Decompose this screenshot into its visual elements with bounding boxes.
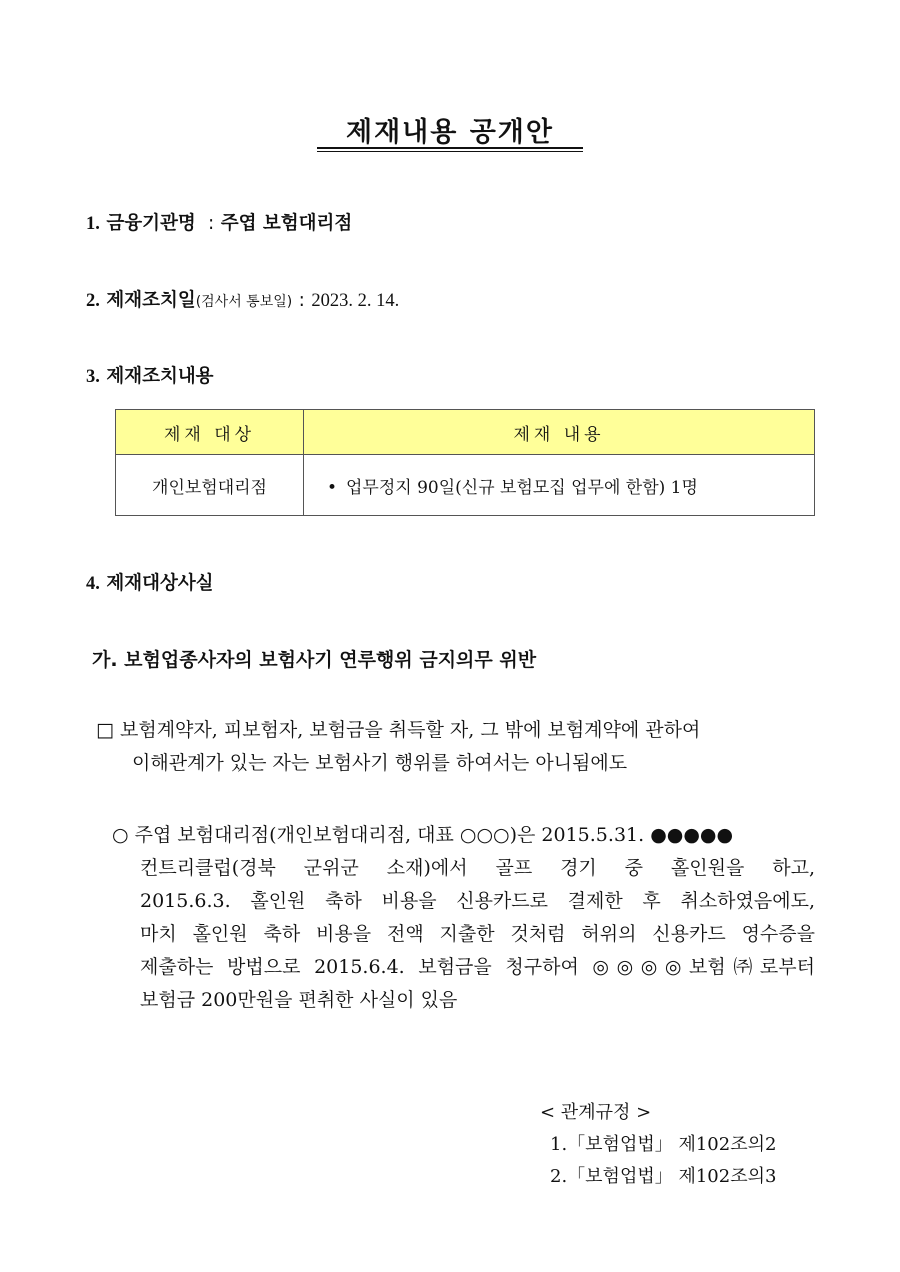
box-item-text-1: 보험계약자, 피보험자, 보험금을 취득할 자, 그 밖에 보험계약에 관하여 — [120, 719, 701, 741]
section-4 — [86, 569, 214, 595]
rule-item: 1.「보험업법」 제102조의2 — [550, 1134, 777, 1155]
section-2-note: (검사서 통보일) — [195, 294, 293, 310]
circle-item-line-1 — [112, 819, 815, 852]
circle-bullet-icon: ○ — [112, 824, 129, 846]
subsection-heading: 가. 보험업종사자의 보험사기 연루행위 금지의무 위반 — [92, 649, 537, 671]
circle-item-line-2: 컨트리클럽(경북 군위군 소재)에서 골프 경기 중 홀인원을 하고, — [140, 857, 815, 879]
section-4-number: 4. — [86, 574, 100, 594]
section-2-number: 2. — [86, 291, 100, 311]
institution-name: 주엽 보험대리점 — [220, 213, 353, 234]
section-3 — [86, 362, 214, 388]
table-header-row — [116, 410, 815, 455]
related-regulations — [540, 1097, 776, 1193]
sanction-detail: 업무정지 90일(신규 보험모집 업무에 한함) 1명 — [346, 477, 698, 498]
checkbox-square-icon: □ — [96, 719, 114, 741]
circle-item — [112, 819, 815, 1017]
box-item-line-1 — [96, 714, 814, 747]
table-cell-target: 개인보험대리점 — [116, 455, 304, 516]
title-underline — [317, 147, 583, 152]
section-1-separator: : — [208, 213, 215, 234]
section-3-label: 제재조치내용 — [106, 366, 214, 387]
circle-item-line-3: 2015.6.3. 홀인원 축하 비용을 신용카드로 결제한 후 취소하였음에도, — [140, 890, 815, 912]
section-2-separator: : — [298, 290, 305, 311]
table-header-target: 제재 대상 — [116, 410, 304, 455]
rules-heading: < 관계규정 > — [540, 1102, 652, 1123]
section-4-label: 제재대상사실 — [106, 573, 214, 594]
section-2 — [86, 286, 399, 312]
box-item-line-2: 이해관계가 있는 자는 보험사기 행위를 하여서는 아니됨에도 — [132, 752, 628, 774]
rule-item: 2.「보험업법」 제102조의3 — [550, 1166, 777, 1187]
table-header-content: 제재 내용 — [304, 410, 815, 455]
circle-item-line-4: 마치 홀인원 축하 비용을 전액 지출한 것처럼 허위의 신용카드 영수증을 — [140, 923, 815, 945]
sanction-table — [115, 409, 815, 516]
section-1-label: 금융기관명 — [106, 213, 196, 234]
section-3-number: 3. — [86, 367, 100, 387]
box-item — [96, 714, 814, 780]
section-1-number: 1. — [86, 214, 100, 234]
table-row — [116, 455, 815, 516]
circle-item-text-1: 주엽 보험대리점(개인보험대리점, 대표 ○○○)은 2015.5.31. ●●●●● — [134, 824, 734, 846]
section-2-label: 제재조치일 — [106, 290, 196, 311]
circle-item-line-6: 보험금 200만원을 편취한 사실이 있음 — [140, 989, 458, 1011]
sanction-date: 2023. 2. 14. — [311, 291, 400, 311]
section-1 — [86, 209, 352, 235]
table-cell-content — [304, 455, 815, 516]
bullet-icon: • — [326, 477, 338, 498]
circle-item-line-5: 제출하는 방법으로 2015.6.4. 보험금을 청구하여 ◎◎◎◎보험㈜로부터 — [140, 956, 815, 978]
page-title: 제재내용 공개안 — [346, 117, 554, 148]
